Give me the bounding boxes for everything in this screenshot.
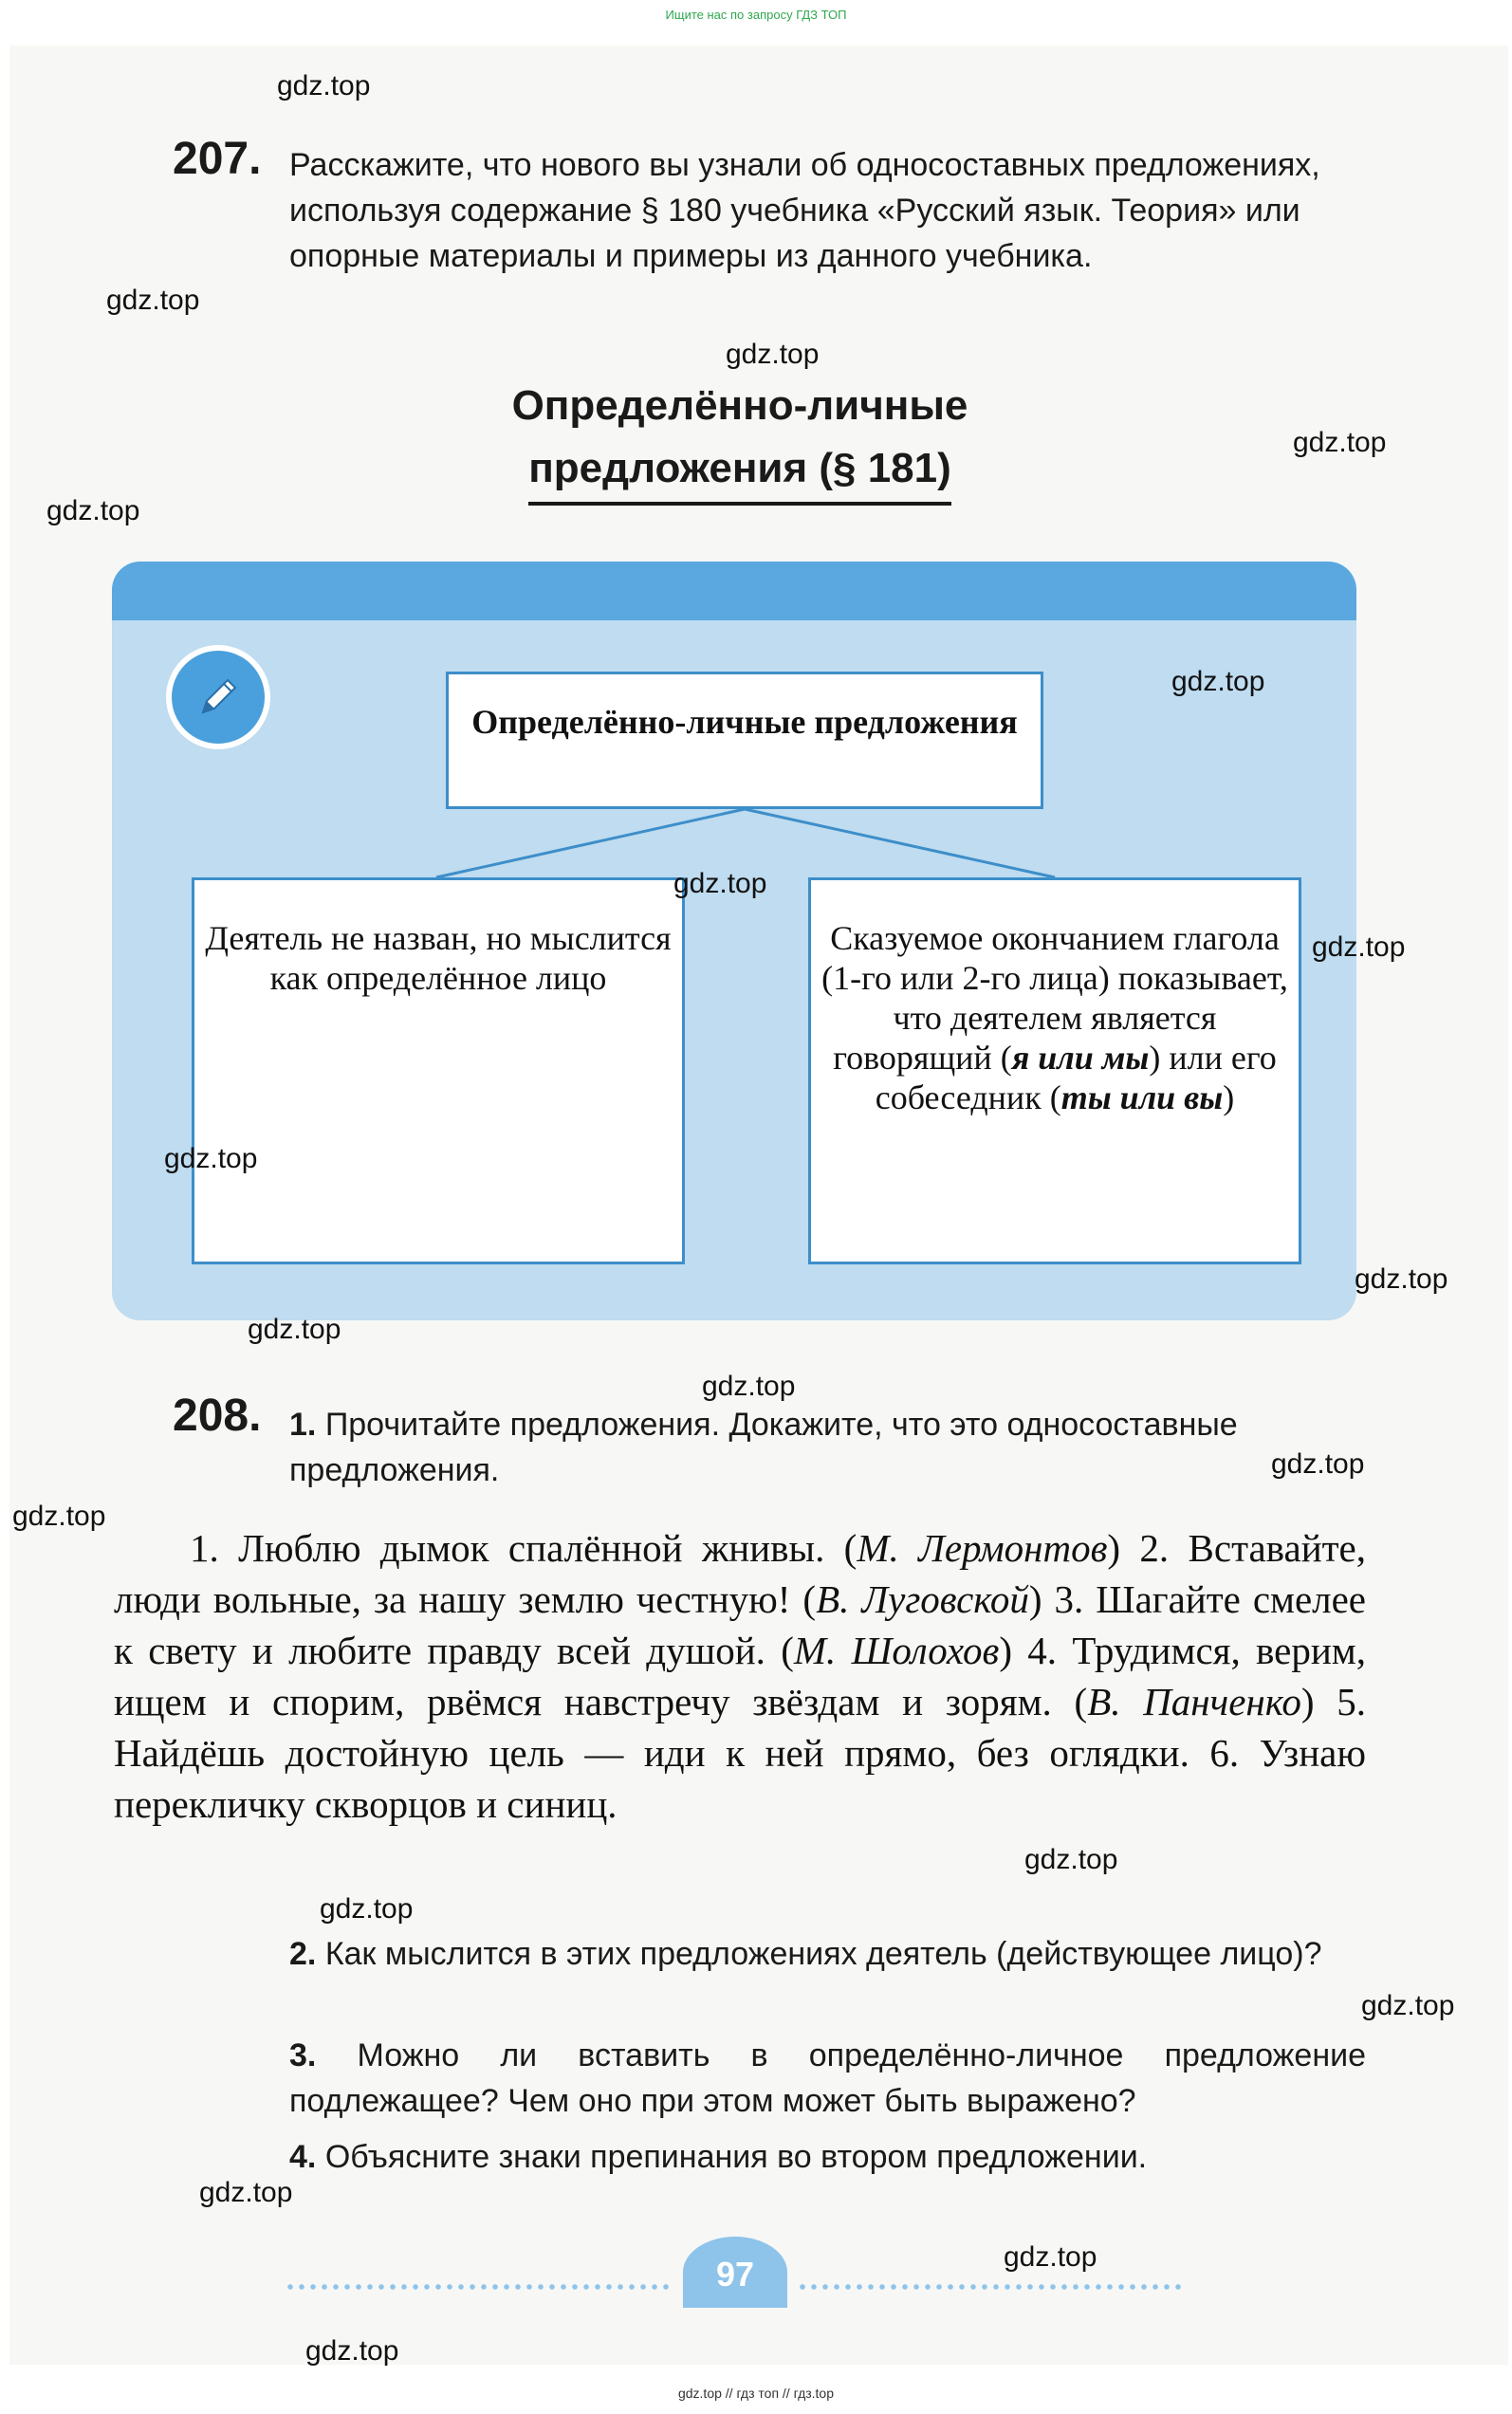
watermark: gdz.top <box>305 2335 399 2367</box>
watermark: gdz.top <box>277 70 371 101</box>
q2-text: Как мыслится в этих предложениях деятель (действующее лицо)? <box>324 1936 1322 1972</box>
q4-number: 4. <box>289 2139 317 2175</box>
watermark: gdz.top <box>320 1893 414 1925</box>
scheme-right-text-3: ) <box>1223 1078 1235 1116</box>
sentence-4-close: ) <box>1300 1680 1315 1723</box>
scheme-right-text-2: ) или его собеседник ( <box>875 1039 1277 1116</box>
task1-text: Прочитайте предложения. Докажите, что это односоставные предложения. <box>289 1407 1238 1488</box>
sentence-2-close: ) <box>1028 1577 1042 1621</box>
bottom-banner: gdz.top // гдз топ // гдз.top <box>677 2386 835 2401</box>
q2-number: 2. <box>289 1936 317 1972</box>
exercise-207-text: Расскажите, что нового вы узнали об односоставных предложениях, используя содержание § 180 учебника «Русский язык. Теория» или опорные материалы и примеры из данного учебника. <box>289 147 1320 274</box>
scheme-right-text-1: Сказуемое окончанием глагола (1-го или 2-го лица) показывает, что деятелем является говорящий ( <box>821 919 1288 1077</box>
footer-dots-left <box>285 2284 673 2290</box>
watermark: gdz.top <box>1271 1448 1365 1480</box>
exercise-208-task1 <box>289 1402 1366 1493</box>
watermark: gdz.top <box>1293 427 1387 458</box>
page-number: 97 <box>683 2237 787 2308</box>
section-title-line2: предложения (§ 181) <box>528 437 951 506</box>
watermark: gdz.top <box>199 2177 293 2208</box>
watermark: gdz.top <box>12 1501 106 1532</box>
question-2 <box>289 1931 1366 1977</box>
watermark: gdz.top <box>702 1371 796 1402</box>
q3-number: 3. <box>289 2037 317 2073</box>
section-title-line1: Определённо-личные <box>511 382 968 429</box>
footer-dots-right <box>797 2284 1186 2290</box>
q3-text: Можно ли вставить в определённо-личное предложение подлежащее? Чем оно при этом может быть выражено? <box>289 2037 1366 2119</box>
question-3 <box>289 2033 1366 2124</box>
example-sentences <box>114 1522 1366 1830</box>
author-1: М. Лермонтов <box>857 1526 1108 1570</box>
exercise-207-number: 207. <box>173 134 262 184</box>
watermark: gdz.top <box>1312 931 1406 963</box>
watermark: gdz.top <box>248 1314 341 1345</box>
scheme-right-ya-my: я или мы <box>1011 1039 1150 1077</box>
scheme-box-left: Деятель не назван, но мыслится как определённое лицо <box>192 877 685 1264</box>
sentence-3-close: ) <box>999 1629 1012 1672</box>
watermark: gdz.top <box>726 339 820 370</box>
watermark: gdz.top <box>1355 1263 1448 1295</box>
question-4 <box>289 2134 1366 2180</box>
sentence-3: 3. Шагайте смелее к свету и любите правду всей душой. ( <box>114 1577 1367 1672</box>
watermark: gdz.top <box>673 868 767 899</box>
watermark: gdz.top <box>106 285 200 316</box>
watermark: gdz.top <box>1024 1844 1118 1875</box>
watermark: gdz.top <box>1004 2241 1097 2273</box>
sentence-4: 4. Трудимся, верим, ищем и спорим, рвёмся навстречу звёздам и зорям. ( <box>114 1629 1366 1723</box>
scheme-box-top: Определённо-личные предложения <box>446 672 1043 809</box>
scheme-right-ty-vy: ты или вы <box>1060 1078 1224 1116</box>
author-3: М. Шолохов <box>793 1629 1000 1672</box>
watermark: gdz.top <box>1361 1990 1455 2021</box>
exercise-208-number: 208. <box>173 1391 262 1441</box>
top-banner: Ищите нас по запросу ГДЗ ТОП <box>665 8 847 22</box>
watermark: gdz.top <box>1171 666 1265 697</box>
watermark: gdz.top <box>46 495 140 526</box>
task1-number: 1. <box>289 1407 317 1443</box>
author-4: В. Панченко <box>1087 1680 1301 1723</box>
watermark: gdz.top <box>164 1143 258 1174</box>
sentence-2: 2. Вставайте, люди вольные, за нашу землю честную! ( <box>114 1526 1367 1621</box>
sentence-1-close: ) <box>1107 1526 1121 1570</box>
sentence-1: 1. Люблю дымок спалённой жнивы. ( <box>190 1526 857 1570</box>
q4-text: Объясните знаки препинания во втором предложении. <box>324 2139 1148 2175</box>
scheme-box-right <box>808 877 1301 1264</box>
author-2: В. Луговской <box>816 1577 1029 1621</box>
sentence-5-6: 5. Найдёшь достойную цель — иди к ней прямо, без оглядки. 6. Узнаю перекличку скворцов и синиц. <box>114 1680 1367 1826</box>
